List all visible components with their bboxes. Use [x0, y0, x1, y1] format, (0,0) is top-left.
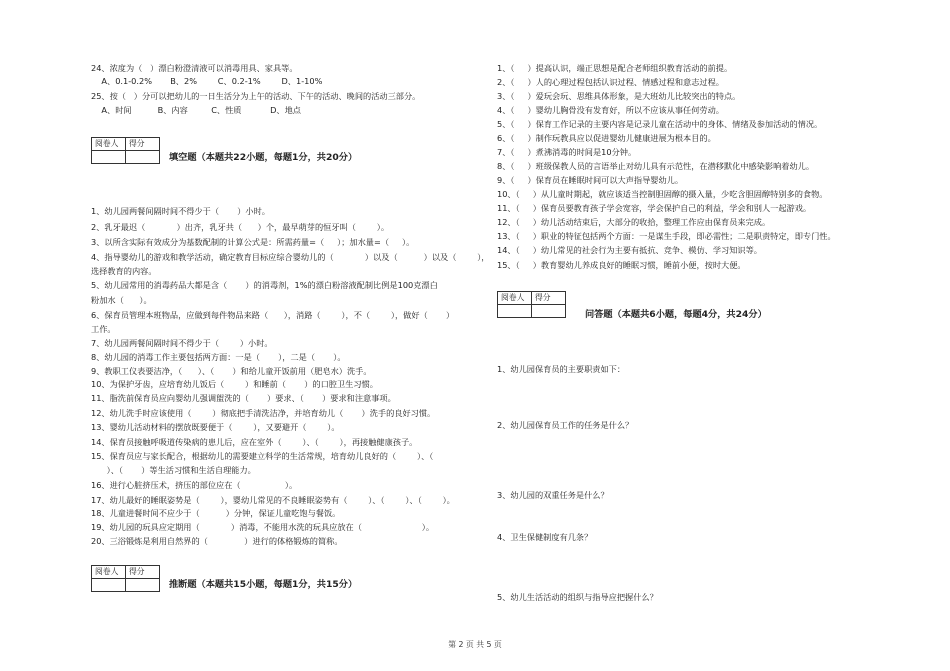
score-field[interactable] — [126, 579, 160, 592]
fill-question-line: 1、幼儿园两餐间隔时间不得少于（ ）小时。 — [91, 206, 270, 216]
judge-question-line: 5、（ ）保育工作记录的主要内容是记录儿童在活动中的身体、情绪及参加活动的情况。 — [497, 119, 823, 129]
score-label: 得分 — [532, 292, 566, 305]
judge-question-line: 10、（ ）从儿童时期起，就应该适当控制胆固醇的摄入量，少吃含胆固醇特别多的食物。 — [497, 189, 828, 199]
score-label: 得分 — [126, 566, 160, 579]
score-label: 得分 — [126, 138, 160, 151]
grader-field[interactable] — [92, 151, 126, 164]
judge-question-line: 4、（ ）婴幼儿胸骨没有发育好，所以不应该从事任何劳动。 — [497, 105, 724, 115]
qa-question-line: 4、卫生保健制度有几条？ — [497, 532, 593, 542]
grader-field[interactable] — [498, 305, 532, 318]
fill-question-line: 12、幼儿洗手时应该使用（ ）彻底把手清洗洁净，并培育幼儿（ ）洗手的良好习惯。 — [91, 408, 436, 418]
page-footer: 第 2 页 共 5 页 — [448, 640, 502, 649]
fill-question-line: 6、保育员管理本班物品，应做到每件物品来路（ ），消路（ ），不（ ），做好（ ） — [91, 310, 455, 320]
score-box-qa — [497, 291, 566, 318]
section-title-judge: 推断题（本题共15小题，每题1分，共15分） — [169, 579, 358, 590]
mc-question-24: 24、浓度为（ ）漂白粉澄清液可以消毒用具、家具等。 — [91, 63, 298, 73]
fill-question-line: 9、教职工仪表要洁净，（ ）、（ ）和给儿童开饭前用（肥皂水）洗手。 — [91, 366, 372, 376]
fill-question-line: 3、以所含实际有效成分为基数配制的计算公式是：所需药量=（ ）；加水量=（ ）。 — [91, 237, 415, 247]
fill-question-line: 13、婴幼儿活动材料的摆放既要便于（ ），又要避开（ ）。 — [91, 422, 340, 432]
qa-question-line: 1、幼儿园保育员的主要职责如下： — [497, 364, 626, 374]
judge-question-line: 8、（ ）班级保教人员的言语举止对幼儿具有示范性，在潜移默化中感染影响着幼儿。 — [497, 161, 815, 171]
fill-question-line: 4、指导婴幼儿的游戏和教学活动，确定教育目标应综合婴幼儿的（ ）以及（ ）以及（ ）， — [91, 252, 490, 262]
judge-question-line: 2、（ ）人的心理过程包括认识过程、情感过程和意志过程。 — [497, 77, 724, 87]
fill-question-line: ）、（ ）等生活习惯和生活自理能力。 — [91, 465, 256, 475]
judge-question-line: 13、（ ）职业的特征包括两个方面：一是谋生手段，即必需性；二是职责特定，即专门性。 — [497, 231, 836, 241]
fill-question-line: 19、幼儿园的玩具应定期用（ ）消毒，不能用水洗的玩具应放在（ ）。 — [91, 522, 435, 532]
section-title-qa: 问答题（本题共6小题，每题4分，共24分） — [585, 309, 767, 320]
judge-question-line: 15、（ ）教育婴幼儿养成良好的睡眠习惯，睡前小便，按时大便。 — [497, 260, 746, 270]
judge-question-line: 6、（ ）制作玩教具应以促进婴幼儿健康进展为根本目的。 — [497, 133, 716, 143]
judge-question-line: 1、（ ）提高认识，端正思想是配合老师组织教育活动的前提。 — [497, 63, 733, 73]
grader-label: 阅卷人 — [498, 292, 532, 305]
judge-question-line: 3、（ ）爱玩会玩、思维具体形象，是大班幼儿比较突出的特点。 — [497, 91, 741, 101]
judge-question-line: 14、（ ）幼儿常见的社会行为主要有抵抗、竞争、模仿、学习知识等。 — [497, 245, 762, 255]
fill-question-line: 14、保育员接触呼吸道传染病的患儿后，应在室外（ ）、（ ），再接触健康孩子。 — [91, 437, 418, 447]
fill-question-line: 20、三浴锻炼是利用自然界的（ ）进行的体格锻炼的简称。 — [91, 536, 343, 546]
grader-label: 阅卷人 — [92, 138, 126, 151]
fill-question-line: 10、为保护牙齿，应培育幼儿饭后（ ）和睡前（ ）的口腔卫生习惯。 — [91, 379, 378, 389]
section-title-fill: 填空题（本题共22小题，每题1分，共20分） — [169, 152, 358, 163]
fill-question-line: 15、保育员应与家长配合，根据幼儿的需要建立科学的生活常规，培育幼儿良好的（ ）、（ — [91, 451, 434, 461]
qa-question-line: 2、幼儿园保育员工作的任务是什么？ — [497, 420, 634, 430]
score-box-fill — [91, 137, 160, 164]
fill-question-line: 选择教育的内容。 — [91, 266, 157, 276]
mc-question-25: 25、按（ ）分可以把幼儿的一日生活分为上午的活动、下午的活动、晚间的活动三部分。 — [91, 91, 421, 101]
fill-question-line: 2、乳牙最迟（ ）出齐，乳牙共（ ）个，最早萌芽的恒牙叫（ ）。 — [91, 222, 390, 232]
judge-question-line: 9、（ ）保育员在睡眠时间可以大声指导婴幼儿。 — [497, 175, 684, 185]
fill-question-line: 粉加水（ ）。 — [91, 295, 152, 305]
mc-options-24: A、0.1-0.2% B、2% C、0.2-1% D、1-10% — [91, 76, 323, 86]
score-field[interactable] — [126, 151, 160, 164]
fill-question-line: 8、幼儿园的消毒工作主要包括两方面：一是（ ），二是（ ）。 — [91, 352, 346, 362]
grader-label: 阅卷人 — [92, 566, 126, 579]
judge-question-line: 12、（ ）幼儿活动结束后，大部分的收拾，整理工作应由保育员来完成。 — [497, 217, 771, 227]
fill-question-line: 工作。 — [91, 324, 116, 334]
fill-question-line: 11、脂洗前保育员应向婴幼儿强调盥洗的（ ）要求、（ ）要求和注意事项。 — [91, 393, 396, 403]
judge-question-line: 11、（ ）保育员要教育孩子学会宽容，学会保护自己的利益，学会和别人一起游戏。 — [497, 203, 812, 213]
fill-question-line: 16、进行心脏挤压术，挤压的部位应在（ ）。 — [91, 480, 298, 490]
grader-field[interactable] — [92, 579, 126, 592]
score-box-judge — [91, 565, 160, 592]
score-field[interactable] — [532, 305, 566, 318]
fill-question-line: 5、幼儿园常用的消毒药品大都是含（ ）的消毒剂，1%的漂白粉溶液配制比例是100克漂白 — [91, 280, 438, 290]
fill-question-line: 18、儿童进餐时间不应少于（ ）分钟，保证儿童吃饱与餐饭。 — [91, 508, 341, 518]
qa-question-line: 3、幼儿园的双重任务是什么？ — [497, 490, 609, 500]
mc-options-25: A、时间 B、内容 C、性质 D、地点 — [91, 105, 301, 115]
qa-question-line: 5、幼儿生活活动的组织与指导应把握什么？ — [497, 592, 658, 602]
fill-question-line: 7、幼儿园两餐间隔时间不得少于（ ）小时。 — [91, 338, 273, 348]
fill-question-line: 17、幼儿最好的睡眠姿势是（ ），婴幼儿常见的不良睡眠姿势有（ ）、（ ）、（ ）。 — [91, 495, 455, 505]
judge-question-line: 7、（ ）煮沸消毒的时间是10分钟。 — [497, 147, 637, 157]
